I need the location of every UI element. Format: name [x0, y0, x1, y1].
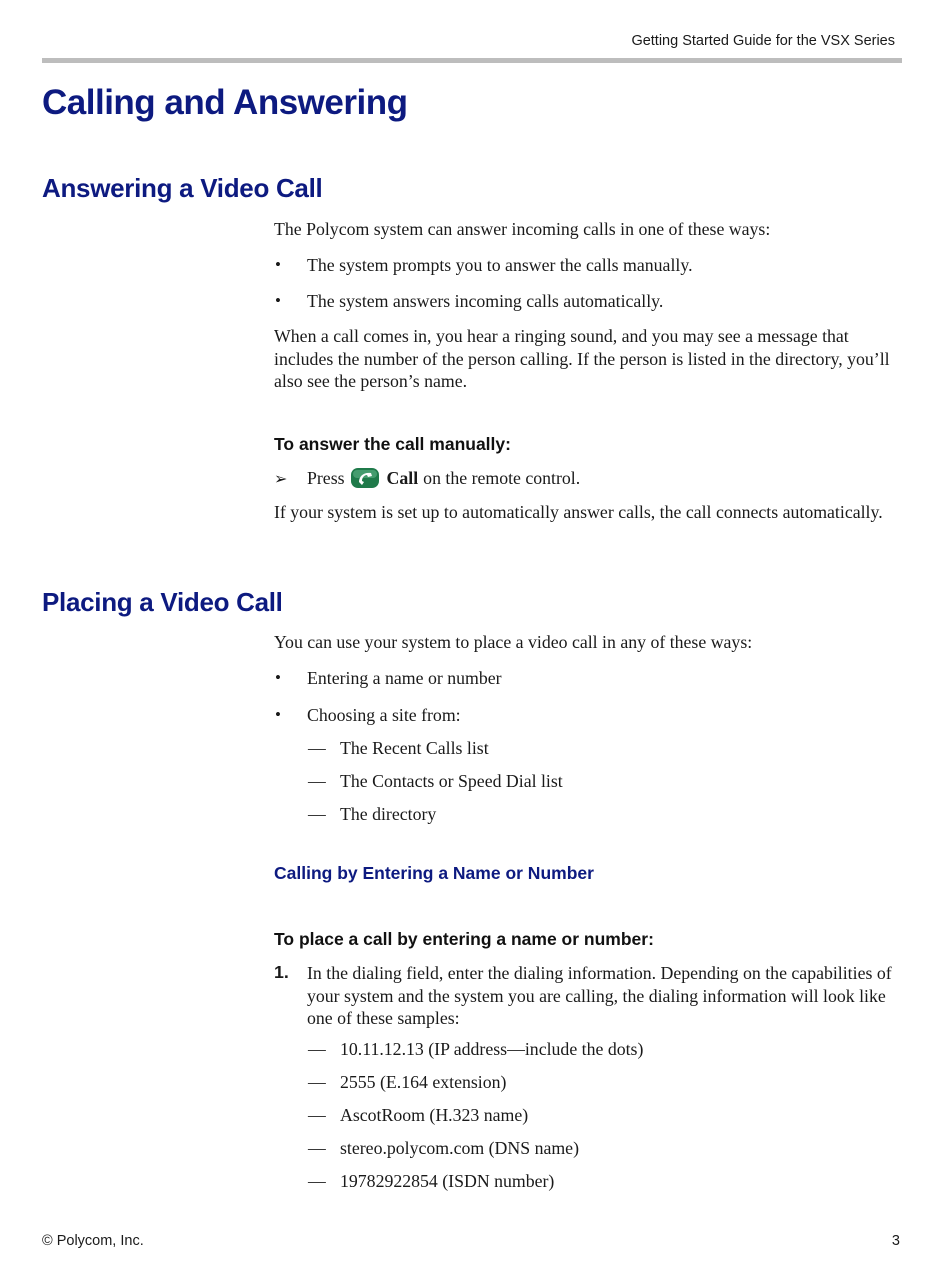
- call-button-label: Call: [386, 467, 419, 488]
- dash-marker: —: [308, 1039, 326, 1059]
- subheading-entering: Calling by Entering a Name or Number: [274, 863, 594, 883]
- footer-page-number: 3: [891, 1233, 900, 1249]
- header-rule: [42, 58, 902, 63]
- bullet-marker: •: [275, 291, 281, 310]
- procedure-title-answer: To answer the call manually:: [274, 434, 511, 454]
- running-header: Getting Started Guide for the VSX Series: [631, 33, 895, 49]
- section-heading-answering: Answering a Video Call: [42, 173, 323, 203]
- bullet-marker: •: [275, 668, 281, 687]
- dash-marker: —: [308, 1138, 326, 1158]
- procedure-title-place: To place a call by entering a name or number:: [274, 929, 654, 949]
- page-title: Calling and Answering: [42, 83, 408, 122]
- dash-marker: —: [308, 771, 326, 791]
- step-number: 1.: [274, 962, 289, 982]
- bullet-marker: •: [275, 705, 281, 724]
- answering-intro: The Polycom system can answer incoming calls in one of these ways:: [274, 219, 771, 239]
- footer-copyright: © Polycom, Inc.: [42, 1233, 144, 1249]
- site-source-1: The Recent Calls list: [340, 738, 489, 758]
- bullet-marker: •: [275, 255, 281, 274]
- press-prefix: Press: [307, 467, 345, 488]
- answering-bullet-2: The system answers incoming calls automatically.: [307, 291, 664, 311]
- dial-sample-h323: AscotRoom (H.323 name): [340, 1105, 529, 1125]
- site-source-3: The directory: [340, 804, 437, 824]
- press-call-step: [307, 467, 580, 489]
- auto-answer-note: If your system is set up to automatically answer calls, the call connects automatically.: [274, 502, 883, 522]
- placing-bullet-2: Choosing a site from:: [307, 705, 461, 725]
- call-button-icon: [350, 467, 380, 489]
- dash-marker: —: [308, 1105, 326, 1125]
- answering-bullet-1: The system prompts you to answer the calls manually.: [307, 255, 693, 275]
- dial-sample-e164: 2555 (E.164 extension): [340, 1072, 507, 1092]
- ringing-paragraph: When a call comes in, you hear a ringing sound, and you may see a message that includes the number of the person calling. If the person is listed in the directory, you’ll also see the person’s name.: [274, 326, 890, 391]
- dash-marker: —: [308, 738, 326, 758]
- dialing-step-text: In the dialing field, enter the dialing information. Depending on the capabilities of your system and the system you are calling, the dialing information will look like one of these samples:: [307, 963, 892, 1028]
- dial-sample-ip: 10.11.12.13 (IP address—include the dots): [340, 1039, 644, 1059]
- dash-marker: —: [308, 1171, 326, 1191]
- press-suffix: on the remote control.: [423, 467, 581, 488]
- dial-sample-isdn: 19782922854 (ISDN number): [340, 1171, 555, 1191]
- placing-intro: You can use your system to place a video call in any of these ways:: [274, 632, 753, 652]
- dial-sample-dns: stereo.polycom.com (DNS name): [340, 1138, 579, 1158]
- dash-marker: —: [308, 1072, 326, 1092]
- section-heading-placing: Placing a Video Call: [42, 587, 283, 617]
- site-source-2: The Contacts or Speed Dial list: [340, 771, 563, 791]
- step-arrow-icon: ➢: [274, 471, 288, 488]
- placing-bullet-1: Entering a name or number: [307, 668, 502, 688]
- dash-marker: —: [308, 804, 326, 824]
